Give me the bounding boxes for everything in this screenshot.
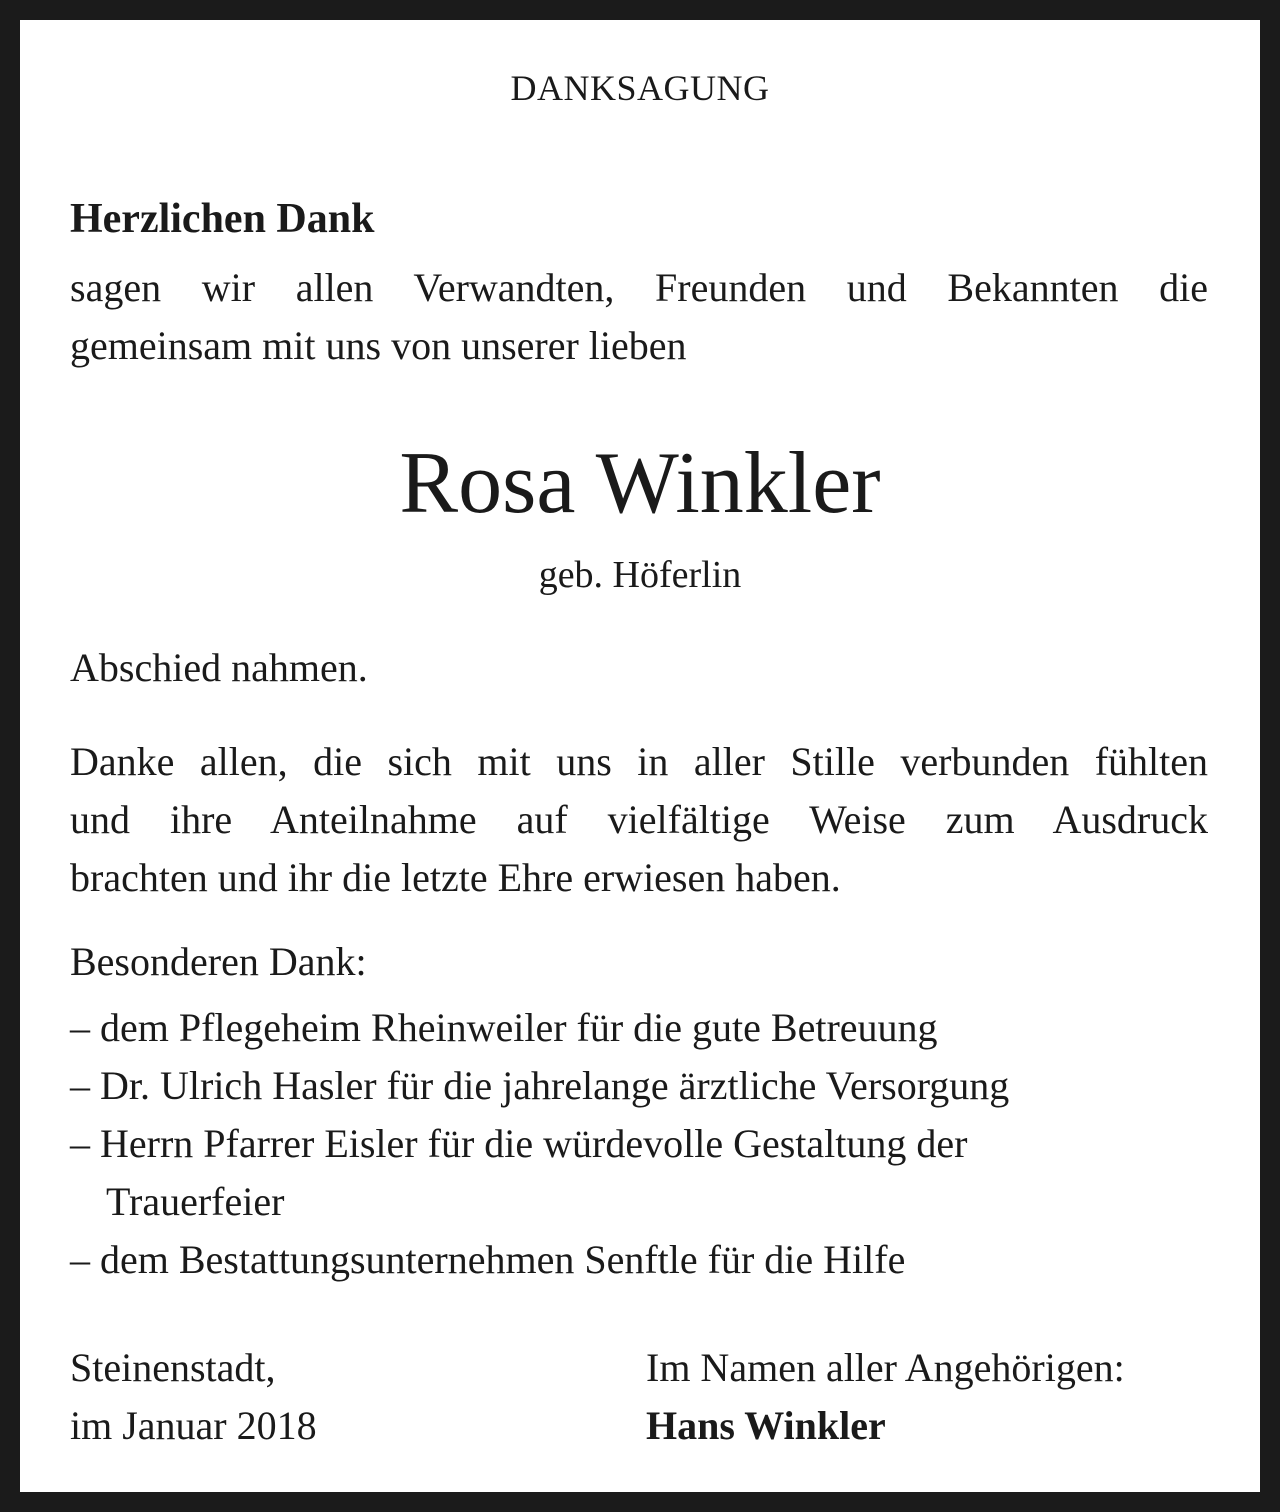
special-thanks-item: – dem Pflegeheim Rheinweiler für die gute Betreuung — [70, 1005, 938, 1050]
special-thanks-label: Besonderen Dank: — [70, 939, 367, 984]
maiden-name: geb. Höferlin — [538, 554, 742, 596]
intro-line-2: gemeinsam mit uns von unserer lieben — [70, 323, 687, 368]
deceased-name: Rosa Winkler — [399, 435, 881, 532]
signer-name: Hans Winkler — [646, 1403, 886, 1448]
greeting-heading: Herzlichen Dank — [70, 196, 375, 242]
farewell-line: Abschied nahmen. — [70, 645, 368, 690]
thanks-line-2: und ihre Anteilnahme auf vielfältige Weise zum Ausdruck — [70, 797, 1208, 842]
intro-line-1: sagen wir allen Verwandten, Freunden und Bekannten die — [70, 265, 1208, 310]
special-thanks-item: – Herrn Pfarrer Eisler für die würdevolle Gestaltung der — [70, 1121, 968, 1166]
notice-heading: DANKSAGUNG — [510, 68, 770, 108]
special-thanks-item: – Dr. Ulrich Hasler für die jahrelange ärztliche Versorgung — [70, 1063, 1010, 1108]
special-thanks-item-continuation: Trauerfeier — [106, 1179, 285, 1224]
special-thanks-item: – dem Bestattungsunternehmen Senftle für die Hilfe — [70, 1237, 906, 1282]
place-line: Steinenstadt, — [70, 1345, 276, 1390]
date-line: im Januar 2018 — [70, 1403, 317, 1448]
on-behalf-line: Im Namen aller Angehörigen: — [646, 1345, 1125, 1390]
thanks-line-3: brachten und ihr die letzte Ehre erwiesen haben. — [70, 855, 841, 900]
thanks-line-1: Danke allen, die sich mit uns in aller Stille verbunden fühlten — [70, 739, 1208, 784]
